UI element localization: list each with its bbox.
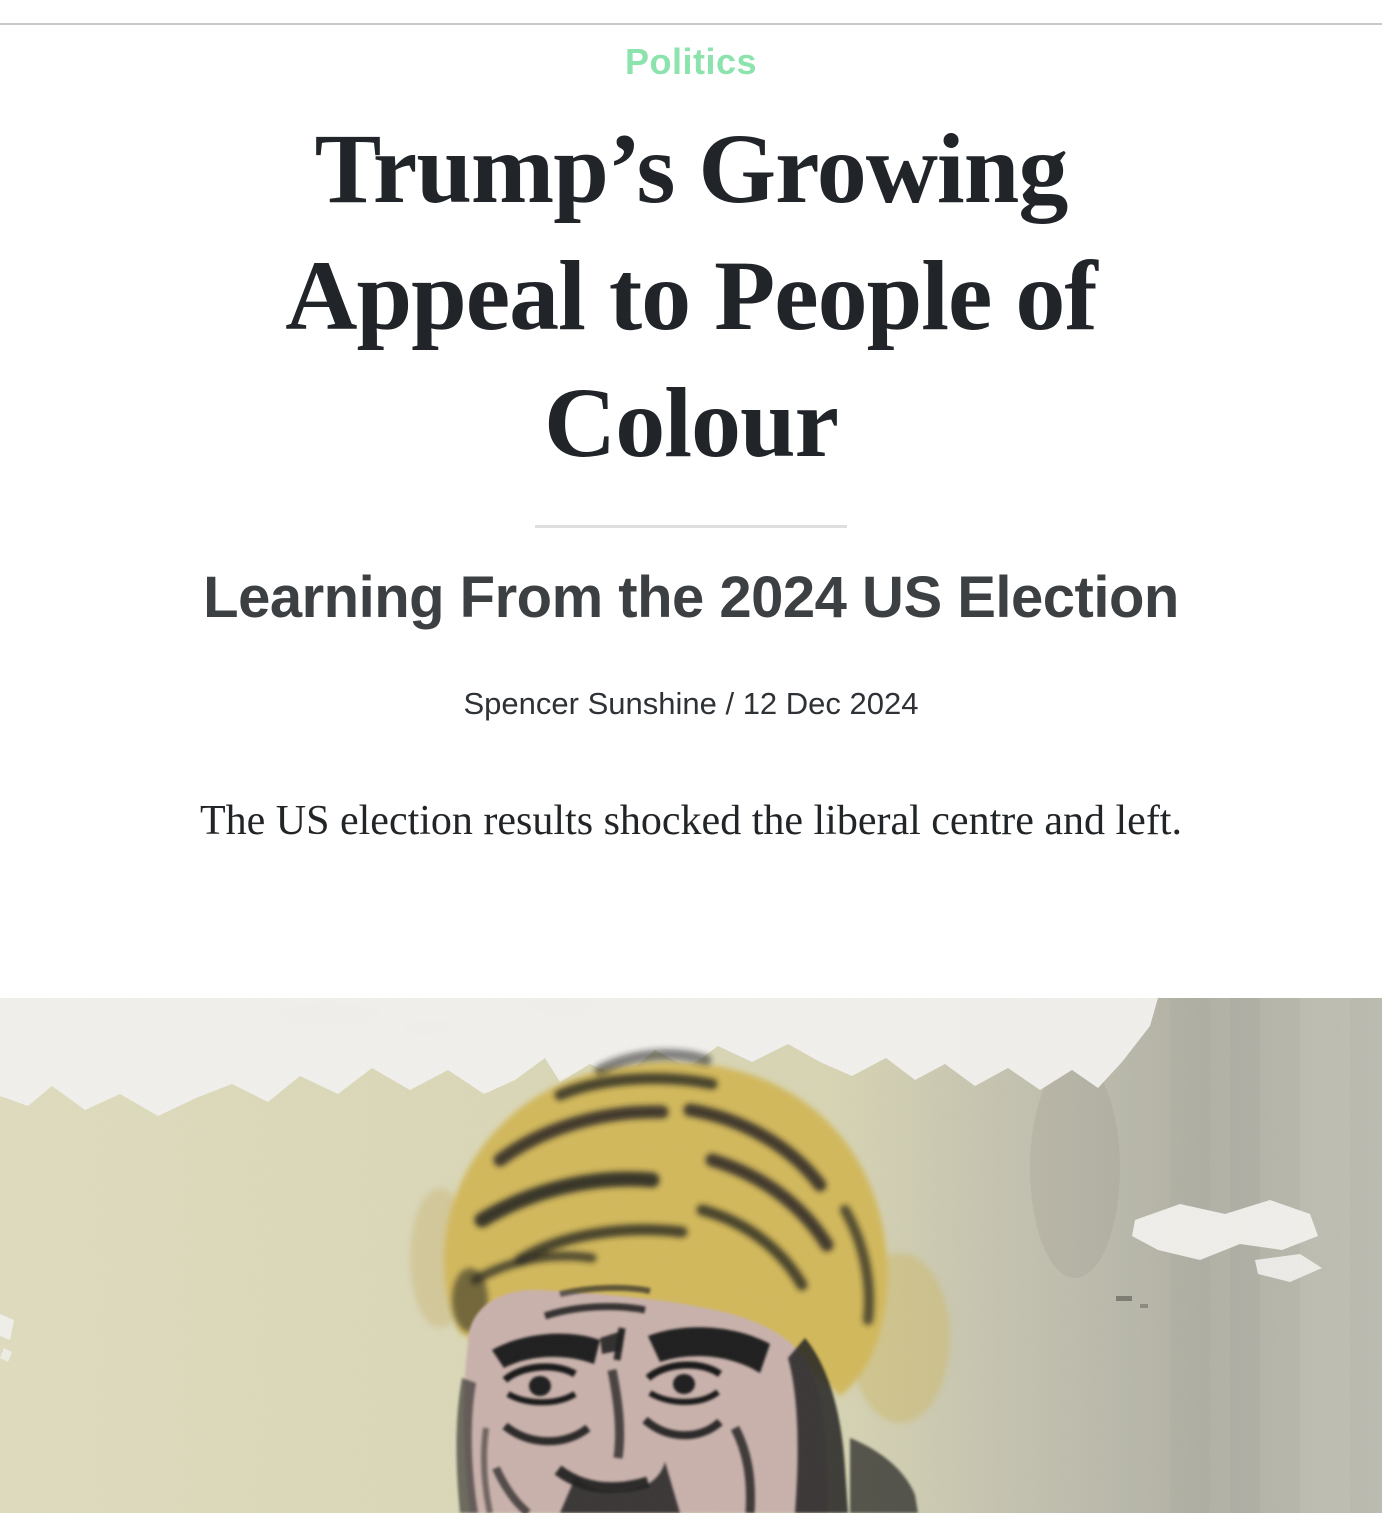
article-subtitle: Learning From the 2024 US Election [203, 565, 1179, 630]
trump-graffiti-illustration [0, 998, 1382, 1513]
byline-separator: / [716, 685, 743, 721]
wall-texture-grain [0, 998, 1382, 1513]
byline [0, 686, 1382, 722]
category-link[interactable]: Politics [624, 41, 758, 82]
author-link[interactable]: Spencer Sunshine [463, 685, 717, 721]
title-line-3: Colour [544, 367, 838, 478]
title-line-1: Trump’s Growing [314, 113, 1068, 224]
article-lede: The US election results shocked the liberal centre and left. [200, 797, 1182, 844]
header-bottom-border [0, 0, 1382, 25]
title-divider [535, 525, 847, 528]
publish-date: 12 Dec 2024 [742, 685, 919, 721]
article-title [0, 105, 1382, 486]
title-line-2: Appeal to People of [285, 240, 1097, 351]
hero-image [0, 998, 1382, 1513]
article-header [0, 41, 1382, 848]
